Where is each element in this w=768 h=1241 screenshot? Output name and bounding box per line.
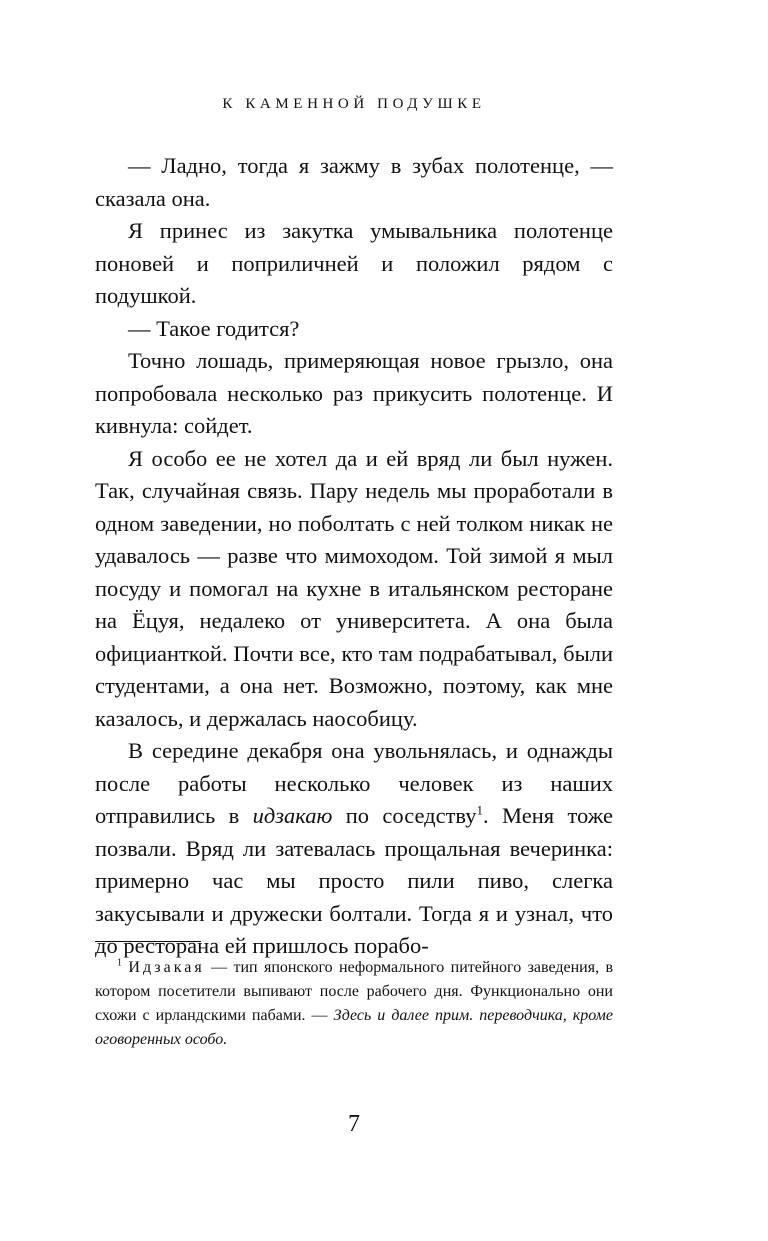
paragraph: Я особо ее не хотел да и ей вряд ли был нужен. Так, случайная связь. Пару недель мы проработали в одном заведении, но поболтать с ней толком никак не удавалось — разве что мимоходом. Той зимой я мыл посуду и помогал на кухне в итальянском ресторане на Ёцуя, недалеко от университета. А она была официанткой. Почти все, кто там подрабатывал, были студентами, а она нет. Возможно, поэтому, как мне казалось, и держалась наособицу. bbox=[95, 445, 613, 731]
paragraph: Точно лошадь, примеряющая новое грызло, она попробовала несколько раз прикусить полотенце. И кивнула: сойдет. bbox=[95, 348, 613, 438]
paragraph: — Такое годится? bbox=[128, 315, 300, 341]
footnote-mark: 1 bbox=[117, 957, 122, 969]
running-head: К КАМЕННОЙ ПОДУШКЕ bbox=[222, 96, 486, 112]
footnote-body: — тип японского неформального питейного заведения, в котором посетители выпивают после рабочего дня. Функционально они схожи с ирландскими пабами. — bbox=[95, 959, 614, 1024]
paragraph bbox=[95, 735, 613, 963]
body-text bbox=[95, 150, 613, 963]
paragraph: Я принес из закутка умывальника полотенце поновей и поприличней и положил рядом с подушкой. bbox=[95, 218, 613, 308]
footnote bbox=[95, 956, 613, 1052]
page-number: 7 bbox=[348, 1111, 360, 1137]
paragraph-text: . Меня тоже позвали. Вряд ли затевалась прощальная вечеринка: примерно час мы просто пили пиво, слегка закусывали и дружески болтали. Тогда я и узнал, что до ресторана ей пришлось порабо- bbox=[95, 803, 613, 958]
paragraph-text: по соседству bbox=[332, 803, 477, 828]
footnote-italic: Здесь и далее прим. переводчика, кроме оговоренных особо. bbox=[95, 1007, 613, 1048]
italic-term: идзакаю bbox=[252, 803, 333, 828]
paragraph-text: В середине декабря она увольнялась, и однажды после работы несколько человек из наших отправились в bbox=[95, 738, 613, 828]
footnote-term: Идзакая bbox=[128, 959, 205, 976]
footnote-reference[interactable]: 1 bbox=[476, 802, 484, 818]
paragraph: — Ладно, тогда я зажму в зубах полотенце, — сказала она. bbox=[95, 153, 613, 211]
footnote-text bbox=[95, 956, 613, 1052]
footnote-divider bbox=[95, 941, 201, 942]
